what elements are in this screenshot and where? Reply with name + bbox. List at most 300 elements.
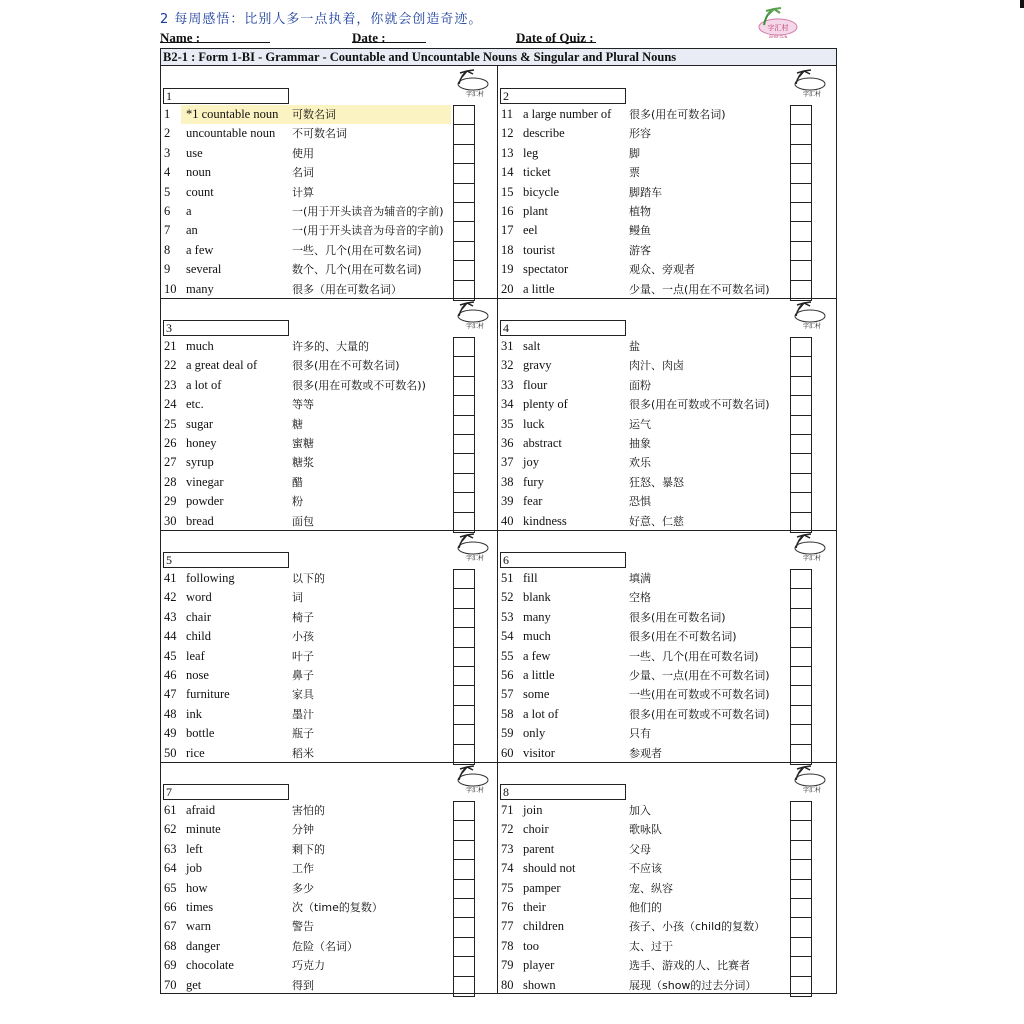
vocab-row <box>498 473 834 492</box>
vocab-row <box>161 337 497 356</box>
item-number: 51 <box>501 571 514 585</box>
english-word: much <box>186 339 214 353</box>
vocab-row <box>498 280 834 299</box>
vocab-row <box>161 356 497 375</box>
chinese-meaning: 巧克力 <box>292 959 325 973</box>
chinese-meaning: 植物 <box>629 205 651 218</box>
vocab-row <box>498 898 834 917</box>
vocab-row <box>161 666 497 685</box>
item-number: 42 <box>164 590 177 605</box>
item-number: 68 <box>164 938 177 953</box>
chinese-meaning: 参观者 <box>629 746 662 760</box>
vocab-section-1 <box>161 66 497 298</box>
item-number: 31 <box>501 339 514 353</box>
item-number: 7 <box>164 223 171 238</box>
chinese-meaning: 分钟 <box>292 823 314 837</box>
vocab-row <box>161 588 497 607</box>
item-number: 4 <box>164 165 171 180</box>
english-word: chair <box>186 609 211 624</box>
item-number: 20 <box>501 281 514 296</box>
item-number: 36 <box>501 436 514 450</box>
chinese-meaning: 面包 <box>292 514 314 528</box>
english-word: powder <box>186 494 224 509</box>
chinese-meaning: 脚 <box>629 146 640 160</box>
item-number: 74 <box>501 861 514 876</box>
vocab-section-2 <box>498 66 834 298</box>
item-number: 40 <box>501 513 514 528</box>
english-word: afraid <box>186 803 216 817</box>
item-number: 75 <box>501 880 514 895</box>
chinese-meaning: 很多(用在不可数名词) <box>629 630 737 644</box>
item-number: 66 <box>164 900 177 914</box>
chinese-meaning: 少量、一点(用在不可数名词) <box>629 282 770 296</box>
chinese-meaning: 加入 <box>629 804 651 817</box>
worksheet-title: B2-1 : Form 1-BI - Grammar - Countable and Uncountable Nouns & Singular and Plural Nouns <box>161 49 836 66</box>
english-word: fill <box>523 571 538 585</box>
item-number: 80 <box>501 977 514 992</box>
item-number: 13 <box>501 145 514 160</box>
chinese-meaning: 数个、几个(用在可数名词) <box>292 263 422 277</box>
item-number: 18 <box>501 242 514 257</box>
quiz-date-label: Date of Quiz : <box>516 30 594 45</box>
item-number: 6 <box>164 204 171 218</box>
english-word: nose <box>186 668 209 682</box>
island-palm-logo-icon <box>451 532 491 562</box>
item-number: 44 <box>164 629 177 644</box>
english-word: a large number of <box>523 107 612 121</box>
section-number-box: 7 <box>163 784 289 800</box>
vocab-row <box>161 627 497 646</box>
chinese-meaning: 椅子 <box>292 610 314 624</box>
vocab-row <box>498 608 834 627</box>
vocab-row <box>498 724 834 743</box>
chinese-meaning: 害怕的 <box>292 804 325 817</box>
vocab-row <box>161 512 497 531</box>
item-number: 39 <box>501 494 514 509</box>
vocab-row <box>161 241 497 260</box>
vocab-row <box>498 744 834 763</box>
chinese-meaning: 少量、一点(用在不可数名词) <box>629 669 770 682</box>
english-word: how <box>186 880 208 895</box>
vocab-row <box>498 124 834 143</box>
vocab-row <box>161 820 497 839</box>
quiz-date-field[interactable] <box>516 30 596 43</box>
item-number: 65 <box>164 880 177 895</box>
chinese-meaning: 观众、旁观者 <box>629 263 695 277</box>
island-palm-logo-icon <box>788 532 828 562</box>
vocab-row <box>161 608 497 627</box>
vocab-row <box>498 956 834 975</box>
english-word: abstract <box>523 436 562 450</box>
vocab-row <box>161 744 497 763</box>
chinese-meaning: 很多(用在可数名词) <box>629 108 726 121</box>
english-word: only <box>523 726 546 741</box>
vocab-row <box>498 588 834 607</box>
date-label: Date : <box>352 30 386 45</box>
vocab-row <box>161 105 497 124</box>
english-word: eel <box>523 223 538 238</box>
english-word: minute <box>186 822 221 837</box>
section-number-box: 1 <box>163 88 289 104</box>
english-word: plenty of <box>523 397 568 412</box>
logo-text: 字汇村 <box>767 24 789 32</box>
english-word: pamper <box>523 880 561 895</box>
item-number: 67 <box>164 919 177 934</box>
vocab-row <box>161 221 497 240</box>
english-word: flour <box>523 377 548 392</box>
item-number: 41 <box>164 571 177 585</box>
item-number: 5 <box>164 184 171 199</box>
english-word: a great deal of <box>186 358 258 373</box>
logo-text: 字汇村 <box>802 555 822 562</box>
vocab-row <box>498 221 834 240</box>
chinese-meaning: 歌咏队 <box>629 823 662 837</box>
worksheet <box>160 48 837 994</box>
item-number: 53 <box>501 609 514 624</box>
vocab-row <box>498 434 834 453</box>
item-number: 58 <box>501 706 514 721</box>
item-number: 1 <box>164 107 171 121</box>
vocab-row <box>498 356 834 375</box>
english-word: danger <box>186 938 221 953</box>
chinese-meaning: 不应该 <box>629 862 662 876</box>
item-number: 19 <box>501 262 514 277</box>
vocab-row <box>161 976 497 995</box>
english-word: much <box>523 629 551 644</box>
vocab-row <box>498 163 834 182</box>
vocab-row <box>498 685 834 704</box>
island-palm-logo-icon <box>451 68 491 98</box>
english-word: luck <box>523 416 545 431</box>
english-word: following <box>186 571 235 585</box>
vocab-row <box>498 105 834 124</box>
item-number: 69 <box>164 958 177 973</box>
item-number: 21 <box>164 339 177 353</box>
vocab-row <box>498 337 834 356</box>
item-number: 30 <box>164 513 177 528</box>
english-word: noun <box>186 165 211 180</box>
chinese-meaning: 填满 <box>629 572 651 585</box>
chinese-meaning: 展现（show的过去分词） <box>629 978 757 992</box>
item-number: 78 <box>501 938 514 953</box>
english-word: times <box>186 900 214 914</box>
logo-text: 字汇村 <box>802 787 822 794</box>
chinese-meaning: 脚踏车 <box>629 185 662 199</box>
item-number: 54 <box>501 629 514 644</box>
chinese-meaning: 粉 <box>292 495 303 509</box>
english-word: describe <box>523 126 565 141</box>
vocab-row <box>498 801 834 820</box>
chinese-meaning: 太、过于 <box>629 939 673 953</box>
item-number: 16 <box>501 204 514 218</box>
chinese-meaning: 鳗鱼 <box>629 224 651 238</box>
english-word: count <box>186 184 214 199</box>
item-number: 60 <box>501 745 514 760</box>
english-word: syrup <box>186 455 214 470</box>
vocab-row <box>161 453 497 472</box>
english-word: player <box>523 958 555 973</box>
english-word: get <box>186 977 202 992</box>
english-word: many <box>523 609 551 624</box>
chinese-meaning: 不可数名词 <box>292 127 347 141</box>
chinese-meaning: 词 <box>292 591 303 605</box>
item-number: 59 <box>501 726 514 741</box>
item-number: 33 <box>501 377 514 392</box>
english-word: word <box>186 590 212 605</box>
chinese-meaning: 蜜糖 <box>292 437 314 450</box>
chinese-meaning: 名词 <box>292 166 314 180</box>
chinese-meaning: 多少 <box>292 881 314 895</box>
english-word: etc. <box>186 397 204 412</box>
item-number: 62 <box>164 822 177 837</box>
english-word: parent <box>523 841 555 856</box>
vocab-row <box>161 685 497 704</box>
chinese-meaning: 糖浆 <box>292 456 314 470</box>
vocab-row <box>161 183 497 202</box>
item-number: 46 <box>164 668 177 682</box>
item-number: 63 <box>164 841 177 856</box>
item-number: 32 <box>501 358 514 373</box>
english-word: visitor <box>523 745 555 760</box>
vocab-row <box>161 801 497 820</box>
item-number: 34 <box>501 397 514 412</box>
vocab-row <box>161 376 497 395</box>
weekly-motto: 2 每周感悟：比别人多一点执着，你就会创造奇迹。 <box>160 12 483 27</box>
item-number: 52 <box>501 590 514 605</box>
vocab-row <box>161 705 497 724</box>
english-word: vinegar <box>186 474 224 489</box>
item-number: 48 <box>164 706 177 721</box>
chinese-meaning: 很多(用在可数名词) <box>629 610 726 624</box>
english-word: a little <box>523 668 555 682</box>
item-number: 47 <box>164 687 177 702</box>
vocab-row <box>498 705 834 724</box>
chinese-meaning: 盐 <box>629 340 640 353</box>
english-word: an <box>186 223 198 238</box>
chinese-meaning: 一些(用在可数或不可数名词) <box>629 688 770 702</box>
chinese-meaning: 只有 <box>629 727 651 741</box>
english-word: too <box>523 938 539 953</box>
chinese-meaning: 危险（名词） <box>292 939 358 953</box>
section-number-box: 3 <box>163 320 289 336</box>
item-number: 50 <box>164 745 177 760</box>
island-palm-logo-icon <box>788 764 828 794</box>
vocab-row <box>161 163 497 182</box>
item-number: 55 <box>501 648 514 663</box>
vocab-row <box>498 260 834 279</box>
chinese-meaning: 许多的、大量的 <box>292 340 369 353</box>
item-number: 14 <box>501 165 514 180</box>
english-word: left <box>186 841 203 856</box>
vocab-row <box>161 202 497 221</box>
chinese-meaning: 很多(用在可数或不可数名)) <box>292 378 426 392</box>
chinese-meaning: 运气 <box>629 417 651 431</box>
chinese-meaning: 孩子、小孩（child的复数） <box>629 920 766 934</box>
chinese-meaning: 糖 <box>292 417 303 431</box>
chinese-meaning: 宠、纵容 <box>629 881 673 895</box>
english-word: use <box>186 145 203 160</box>
section-number-box: 4 <box>500 320 626 336</box>
english-word: a few <box>186 242 214 257</box>
english-word: tourist <box>523 242 555 257</box>
vocab-row <box>161 898 497 917</box>
english-word: ticket <box>523 165 551 180</box>
chinese-meaning: 警告 <box>292 920 314 934</box>
item-number: 43 <box>164 609 177 624</box>
item-number: 61 <box>164 803 177 817</box>
english-word: some <box>523 687 550 702</box>
item-number: 22 <box>164 358 177 373</box>
english-word: choir <box>523 822 549 837</box>
vocab-section-3 <box>161 298 497 530</box>
vocab-row <box>161 415 497 434</box>
item-number: 28 <box>164 474 177 489</box>
item-number: 37 <box>501 455 514 470</box>
vocab-row <box>498 879 834 898</box>
vocab-row <box>161 956 497 975</box>
english-word: salt <box>523 339 541 353</box>
english-word: a lot of <box>523 706 559 721</box>
item-number: 12 <box>501 126 514 141</box>
vocab-row <box>161 569 497 588</box>
vocab-row <box>498 647 834 666</box>
chinese-meaning: 他们的 <box>629 901 662 914</box>
logo-text: 字汇村 <box>465 555 485 562</box>
item-number: 25 <box>164 416 177 431</box>
chinese-meaning: 鼻子 <box>292 669 314 682</box>
vocab-row <box>498 241 834 260</box>
item-number: 29 <box>164 494 177 509</box>
island-palm-logo-icon <box>788 300 828 330</box>
item-number: 79 <box>501 958 514 973</box>
english-word: bicycle <box>523 184 560 199</box>
english-word: job <box>186 861 202 876</box>
item-number: 11 <box>501 107 514 121</box>
chinese-meaning: 很多(用在可数或不可数名词) <box>629 398 770 412</box>
item-number: 70 <box>164 977 177 992</box>
vocab-section-8 <box>498 762 834 994</box>
english-word: honey <box>186 436 217 450</box>
chinese-meaning: 可数名词 <box>292 108 336 121</box>
chinese-meaning: 一些、几个(用在可数名词) <box>629 649 759 663</box>
vocab-section-5 <box>161 530 497 762</box>
vocab-row <box>498 144 834 163</box>
chinese-meaning: 使用 <box>292 146 314 160</box>
chinese-meaning: 一些、几个(用在可数名词) <box>292 243 422 257</box>
vocab-row <box>498 512 834 531</box>
chinese-meaning: 很多(用在可数或不可数名词) <box>629 707 770 721</box>
chinese-meaning: 墨汁 <box>292 707 314 721</box>
vocab-row <box>498 453 834 472</box>
section-number-box: 8 <box>500 784 626 800</box>
vocab-row <box>498 666 834 685</box>
chinese-meaning: 瓶子 <box>292 727 314 741</box>
chinese-meaning: 以下的 <box>292 572 325 585</box>
english-word: kindness <box>523 513 567 528</box>
english-word: *1 countable noun <box>186 107 279 121</box>
page-edge-mark <box>1020 0 1024 8</box>
vocab-section-6 <box>498 530 834 762</box>
chinese-meaning: 工作 <box>292 862 314 876</box>
chinese-meaning: 一(用于开头读音为辅音的字前) <box>292 205 444 218</box>
item-number: 27 <box>164 455 177 470</box>
english-word: uncountable noun <box>186 126 276 141</box>
item-number: 9 <box>164 262 171 277</box>
item-number: 56 <box>501 668 514 682</box>
item-number: 77 <box>501 919 514 934</box>
item-number: 49 <box>164 726 177 741</box>
vocab-row <box>161 917 497 936</box>
english-word: children <box>523 919 564 934</box>
english-word: rice <box>186 745 205 760</box>
vocab-row <box>161 395 497 414</box>
logo-subtext: ZIHUI CUN <box>768 35 788 39</box>
chinese-meaning: 等等 <box>292 398 314 412</box>
english-word: fury <box>523 474 544 489</box>
item-number: 2 <box>164 126 171 141</box>
english-word: their <box>523 900 546 914</box>
item-number: 72 <box>501 822 514 837</box>
english-word: ink <box>186 706 202 721</box>
item-number: 3 <box>164 145 171 160</box>
vocab-row <box>161 859 497 878</box>
english-word: a little <box>523 281 555 296</box>
english-word: a lot of <box>186 377 222 392</box>
item-number: 35 <box>501 416 514 431</box>
chinese-meaning: 小孩 <box>292 630 314 644</box>
vocab-row <box>498 569 834 588</box>
vocab-row <box>498 183 834 202</box>
english-word: warn <box>186 919 211 934</box>
logo-text: 字汇村 <box>465 323 485 330</box>
logo-text: 字汇村 <box>465 787 485 794</box>
vocab-row <box>161 879 497 898</box>
item-number: 71 <box>501 803 514 817</box>
vocab-row <box>161 473 497 492</box>
island-palm-logo-icon <box>788 68 828 98</box>
item-number: 38 <box>501 474 514 489</box>
vocab-row <box>161 937 497 956</box>
name-field[interactable] <box>160 30 270 43</box>
section-number-box: 2 <box>500 88 626 104</box>
vocab-row <box>498 202 834 221</box>
chinese-meaning: 很多(用在不可数名词) <box>292 359 400 373</box>
vocab-row <box>161 492 497 511</box>
english-word: bread <box>186 513 214 528</box>
english-word: many <box>186 281 214 296</box>
chinese-meaning: 计算 <box>292 185 314 199</box>
english-word: leaf <box>186 648 205 663</box>
island-palm-logo-icon <box>451 300 491 330</box>
chinese-meaning: 游客 <box>629 243 651 257</box>
vocab-row <box>498 859 834 878</box>
vocab-row <box>498 415 834 434</box>
chinese-meaning: 很多（用在可数名词） <box>292 282 402 296</box>
chinese-meaning: 一(用于开头读音为母音的字前) <box>292 224 444 238</box>
logo-text: 字汇村 <box>802 323 822 330</box>
chinese-meaning: 父母 <box>629 842 651 856</box>
item-number: 45 <box>164 648 177 663</box>
english-word: furniture <box>186 687 230 702</box>
english-word: spectator <box>523 262 569 277</box>
chinese-meaning: 空格 <box>629 591 651 605</box>
vocab-row <box>498 937 834 956</box>
date-field[interactable] <box>352 30 426 43</box>
chinese-meaning: 家具 <box>292 688 314 702</box>
vocab-row <box>498 917 834 936</box>
chinese-meaning: 抽象 <box>629 437 651 450</box>
item-number: 23 <box>164 377 177 392</box>
